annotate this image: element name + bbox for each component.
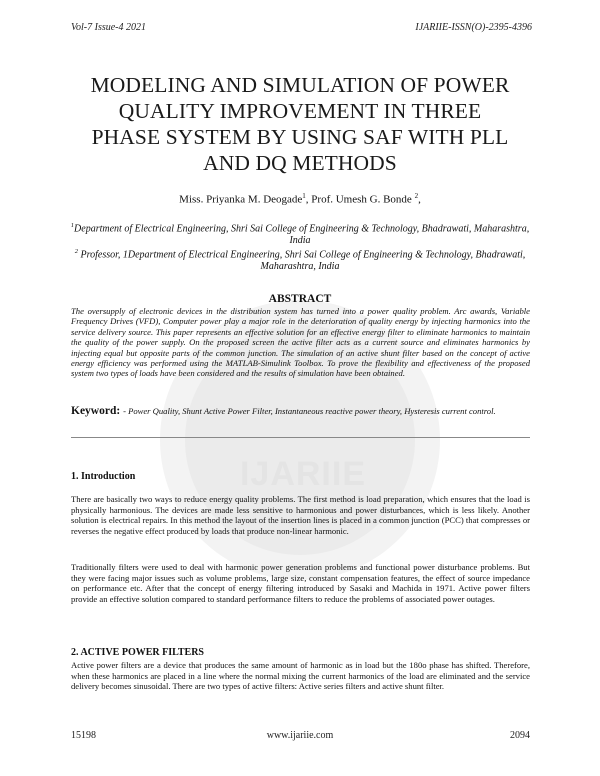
keywords-label: Keyword: <box>71 405 124 417</box>
author-2-sup: 2 <box>414 192 419 200</box>
keywords <box>71 406 530 417</box>
title-line: PHASE SYSTEM BY USING SAF WITH PLL <box>91 125 509 149</box>
footer-number: 15198 <box>71 730 96 741</box>
section-2-paragraph-1: Active power filters are a device that produces the same amount of harmonic as in load but the 180o phase has shifted. Therefore, when these harmonics are placed in a line where the normal mixing the current harmonics of the load are eliminated and the service delivery becomes sinusoidal. There are two types of active filters: Active series filters and active shunt filter. <box>71 660 530 692</box>
authors-tail: , <box>418 193 421 206</box>
abstract-heading: ABSTRACT <box>268 293 332 305</box>
section-2-heading: 2. ACTIVE POWER FILTERS <box>71 647 204 658</box>
affiliation-2-text: Professor, 1Department of Electrical Engineering, Shri Sai College of Engineering & Technology, Bhadrawati, Maharashtra, India <box>77 249 526 273</box>
affiliation-2 <box>70 246 530 273</box>
title-line: MODELING AND SIMULATION OF POWER <box>90 73 510 97</box>
author-1-sup: 1 <box>302 192 306 200</box>
title-line: QUALITY IMPROVEMENT IN THREE <box>118 99 482 123</box>
page-number: 2094 <box>510 730 530 741</box>
affiliation-2-sup: 2 <box>74 248 78 255</box>
keywords-text: - Power Quality, Shunt Active Power Filter, Instantaneous reactive power theory, Hysteresis current control. <box>123 406 496 416</box>
authors-line <box>0 192 600 206</box>
abstract-text: The oversupply of electronic devices in the distribution system has turned into a power quality problem. Arc awards, Variable Frequency Drives (VFD), Computer power play a major role in the deterioration of quality energy by injecting harmonics into the service delivery source. This paper represents an effective solution for an effective energy filter to eliminate harmonics to maintain the quality of the power supply. On the proposed screen the active filter acts as a current source and eliminates harmonics by injecting equal but opposite parts of the common junction. The simulation of an active shunt filter based on the concept of active energy efficiency was performed using the MATLAB-Simulink Toolbox. To prove the flexibility and effectiveness of the proposed system two types of loads have been considered and the results of simulation have been obtained. <box>71 306 530 379</box>
watermark-logo: IJARIIE <box>239 455 367 493</box>
section-1-heading: 1. Introduction <box>71 471 136 482</box>
author-separator: , Prof. Umesh G. Bonde <box>305 193 415 206</box>
title-line: AND DQ METHODS <box>203 151 397 175</box>
affiliation-1 <box>70 220 530 247</box>
footer-website: www.ijariie.com <box>266 730 334 741</box>
section-1-paragraph-2: Traditionally filters were used to deal with harmonic power generation problems and functional power disturbance problems. But they were facing major issues such as volume problems, large size, constant compensation features, the effect of source impedance on performance etc. After that the concept of energy filtering introduced by Sasaki and Machida in 1971. Active power filters provide an effective solution compared to standard performance filters to reduce the problems of associated power outages. <box>71 562 530 604</box>
affiliation-1-text: Department of Electrical Engineering, Shri Sai College of Engineering & Technology, Bhadrawati, Maharashtra, India <box>74 223 530 247</box>
volume-header: Vol-7 Issue-4 2021 <box>71 22 146 33</box>
section-1-paragraph-1: There are basically two ways to reduce energy quality problems. The first method is load preparation, which ensures that the load is physically harmonious. The devices are made less sensitive to harmonious and power disturbances, which is less likely. Another solution is electrical repairs. In this method the layout of the insertion lines is placed in a common junction (PCC) that compresses or reverses the negative effect produced by loads that produce non-linear harmonic. <box>71 494 530 536</box>
issn-header: IJARIIE-ISSN(O)-2395-4396 <box>415 22 532 33</box>
author-1: Miss. Priyanka M. Deogade <box>179 193 303 206</box>
divider <box>71 437 530 438</box>
affiliation-1-sup: 1 <box>70 222 75 229</box>
paper-title <box>40 72 560 176</box>
